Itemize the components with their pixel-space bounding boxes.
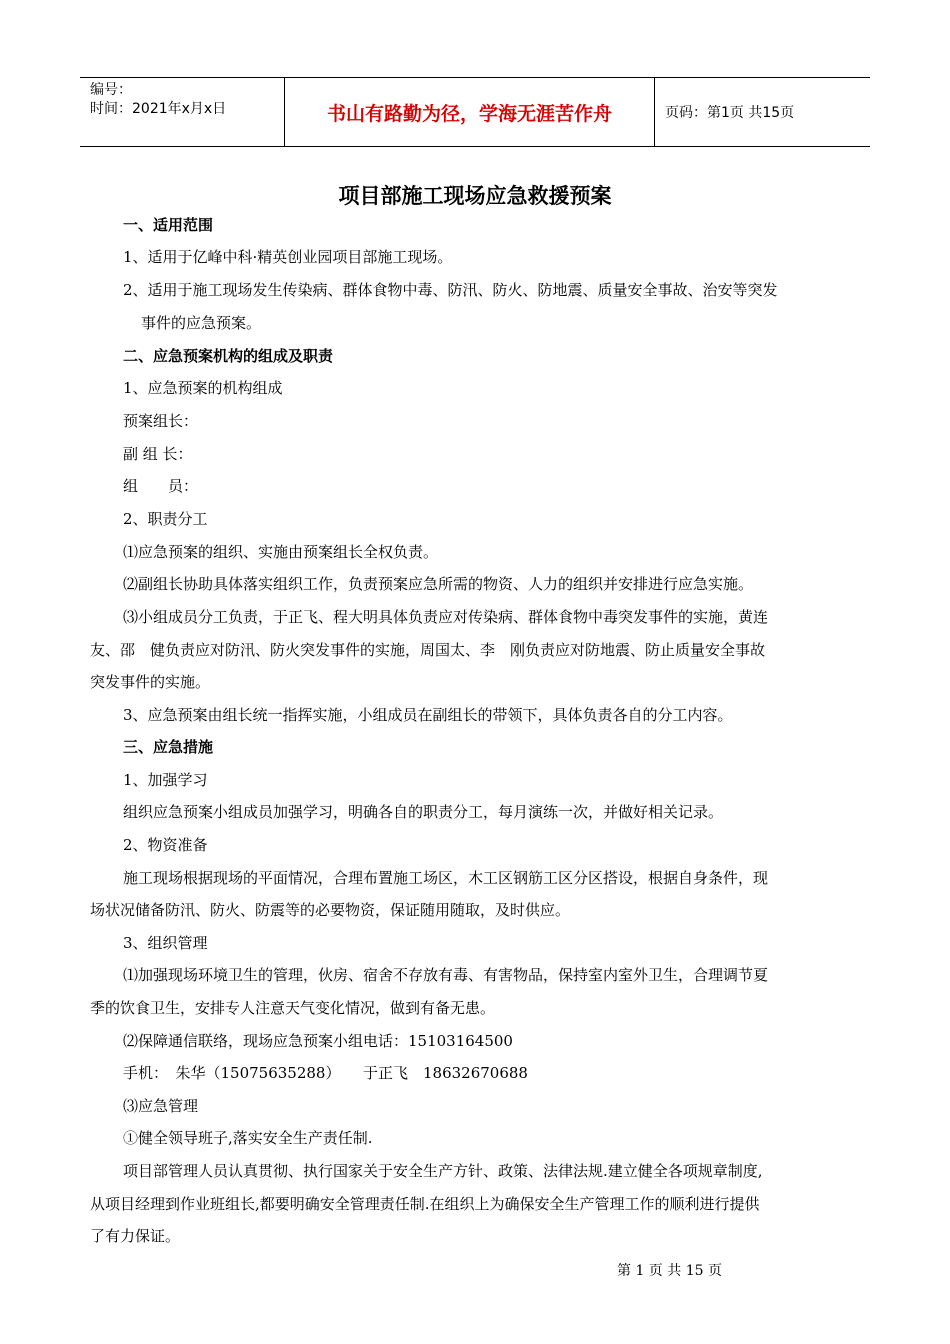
paragraph-line: 项目部管理人员认真贯彻、执行国家关于安全生产方针、政策、法律法规.建立健全各项规章制度,: [123, 1162, 763, 1180]
document-title: 项目部施工现场应急救援预案: [338, 184, 612, 208]
paragraph-line: 2、适用于施工现场发生传染病、群体食物中毒、防汛、防火、防地震、质量安全事故、治安等突发: [123, 281, 778, 299]
page-footer: 第 1 页 共 15 页: [617, 1263, 722, 1279]
paragraph-line: 手机： 朱华（15075635288） 于正飞 18632670688: [123, 1064, 528, 1082]
page-label: 页码：第1页 共15页: [665, 105, 795, 121]
paragraph-line: 从项目经理到作业班组长,都要明确安全管理责任制.在组织上为确保安全生产管理工作的顺利进行提供: [90, 1195, 760, 1213]
paragraph-line: 预案组长：: [123, 412, 199, 430]
paragraph-line: ⑴加强现场环境卫生的管理，伙房、宿舍不存放有毒、有害物品，保持室内室外卫生，合理调节夏: [123, 966, 769, 984]
paragraph-line: 2、物资准备: [123, 836, 208, 854]
paragraph-line: 场状况储备防汛、防火、防震等的必要物资，保证随用随取，及时供应。: [90, 901, 571, 919]
paragraph-line: 3、应急预案由组长统一指挥实施，小组成员在副组长的带领下，具体负责各自的分工内容。: [123, 706, 733, 724]
paragraph-line: 突发事件的实施。: [90, 673, 211, 691]
paragraph-line: 1、适用于亿峰中科·精英创业园项目部施工现场。: [123, 248, 453, 266]
document-header: [80, 77, 870, 147]
paragraph-line: 组织应急预案小组成员加强学习，明确各自的职责分工，每月演练一次，并做好相关记录。: [123, 803, 724, 821]
paragraph-line: 1、加强学习: [123, 771, 208, 789]
paragraph-line: 副 组 长：: [123, 445, 193, 463]
paragraph-line: ⑵保障通信联络，现场应急预案小组电话：15103164500: [123, 1032, 513, 1050]
time-label: 时间：2021年x月x日: [90, 101, 227, 117]
motto: 书山有路勤为径，学海无涯苦作舟: [285, 78, 655, 146]
paragraph-line: 2、职责分工: [123, 510, 208, 528]
paragraph-line: 事件的应急预案。: [141, 314, 262, 332]
paragraph-line: ⑶小组成员分工负责，于正飞、程大明具体负责应对传染病、群体食物中毒突发事件的实施，黄连: [123, 608, 769, 626]
paragraph-line: 1、应急预案的机构组成: [123, 379, 283, 397]
paragraph-line: 3、组织管理: [123, 934, 208, 952]
paragraph-line: 了有力保证。: [90, 1227, 181, 1245]
header-meta-cell: [80, 78, 285, 146]
paragraph-line: ⑶应急管理: [123, 1097, 199, 1115]
paragraph-line: ①健全领导班子,落实安全生产责任制.: [123, 1129, 373, 1147]
paragraph-line: 施工现场根据现场的平面情况，合理布置施工场区，木工区钢筋工区分区搭设，根据自身条件，现: [123, 869, 769, 887]
paragraph-line: 季的饮食卫生，安排专人注意天气变化情况，做到有备无患。: [90, 999, 496, 1017]
paragraph-line: ⑴应急预案的组织、实施由预案组长全权负责。: [123, 543, 439, 561]
number-label: 编号：: [90, 82, 132, 98]
paragraph-line: ⑵副组长协助具体落实组织工作，负责预案应急所需的物资、人力的组织并安排进行应急实施。: [123, 575, 754, 593]
section-heading: 三、应急措施: [123, 738, 214, 756]
section-heading: 二、应急预案机构的组成及职责: [123, 347, 334, 365]
section-heading: 一、适用范围: [123, 216, 214, 234]
paragraph-line: 友、邵 健负责应对防汛、防火突发事件的实施，周国太、李 刚负责应对防地震、防止质量安全事故: [90, 641, 766, 659]
paragraph-line: 组 员：: [123, 477, 199, 495]
